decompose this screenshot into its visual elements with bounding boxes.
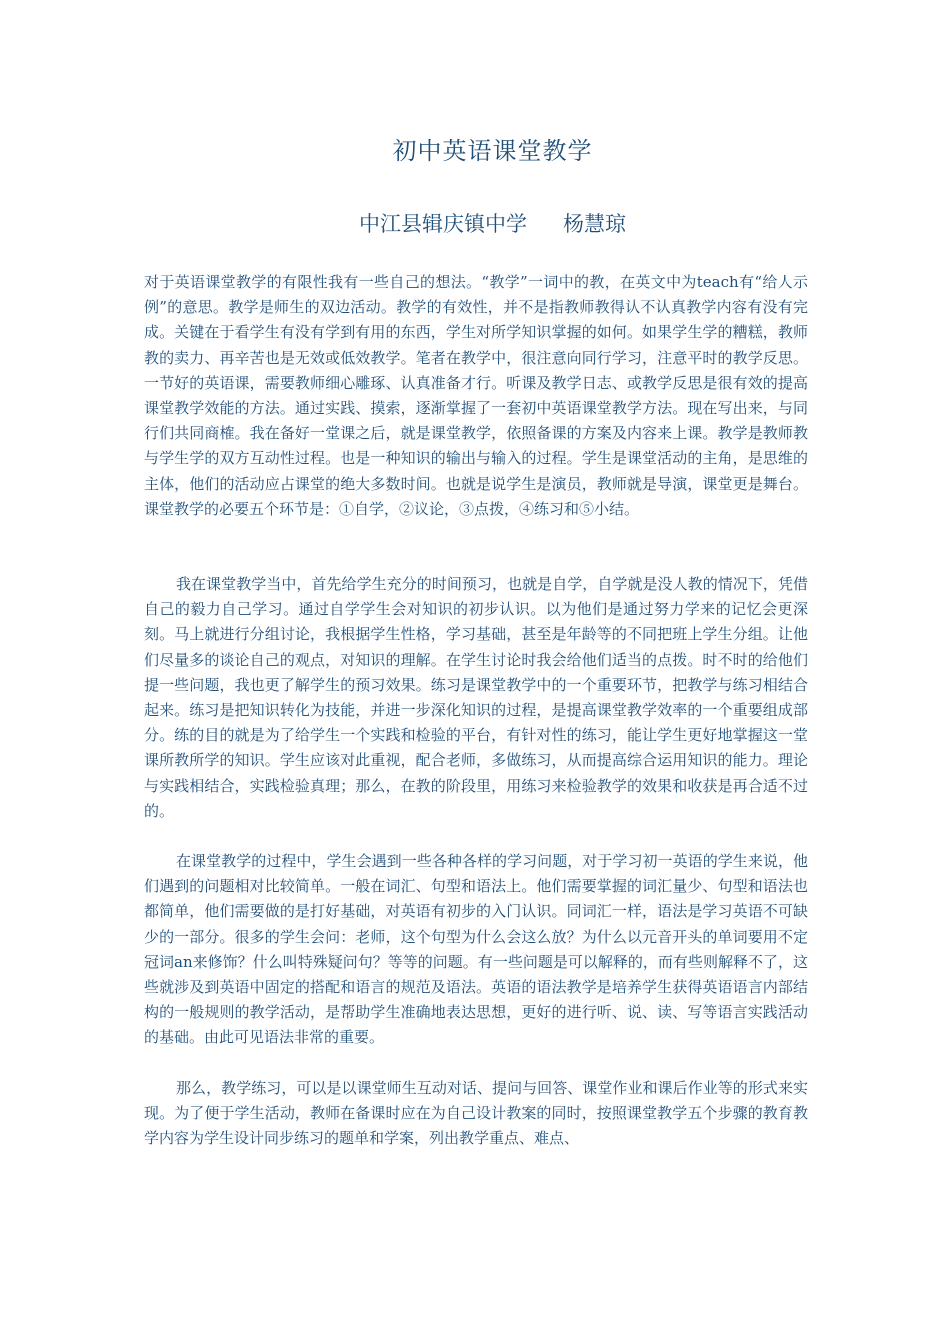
document-title: 初中英语课堂教学	[392, 137, 593, 165]
school-name: 中江县辑庆镇中学	[359, 212, 527, 236]
document-body	[144, 270, 808, 1151]
paragraph-spacer	[144, 1051, 808, 1076]
paragraph-2: 我在课堂教学当中，首先给学生充分的时间预习，也就是自学，自学就是没人教的情况下，凭借自己的毅力自己学习。通过自学学生会对知识的初步认识。以为他们是通过努力学来的记忆会更深刻。马上就进行分组讨论，我根据学生性格，学习基础，甚至是年龄等的不同把班上学生分组。让他们尽量多的谈论自己的观点，对知识的理解。在学生讨论时我会给他们适当的点拨。时不时的给他们提一些问题，我也更了解学生的预习效果。练习是课堂教学中的一个重要环节，把教学与练习相结合起来。练习是把知识转化为技能，并进一步深化知识的过程，是提高课堂教学效率的一个重要组成部分。练的目的就是为了给学生一个实践和检验的平台，有针对性的练习，能让学生更好地掌握这一堂课所教所学的知识。学生应该对此重视，配合老师，多做练习，从而提高综合运用知识的能力。理论与实践相结合，实践检验真理；那么，在教的阶段里，用练习来检验教学的效果和收获是再合适不过的。	[144, 575, 808, 820]
paragraph-3: 在课堂教学的过程中，学生会遇到一些各种各样的学习问题，对于学习初一英语的学生来说，他们遇到的问题相对比较简单。一般在词汇、句型和语法上。他们需要掌握的词汇量少、句型和语法也都简单，他们需要做的是打好基础，对英语有初步的入门认识。同词汇一样，语法是学习英语不可缺少的一部分。很多的学生会问：老师，这个句型为什么会这么放？为什么以元音开头的单词要用不定冠词an来修饰？什么叫特殊疑问句？等等的问题。有一些问题是可以解释的，而有些则解释不了，这些就涉及到英语中固定的搭配和语言的规范及语法。英语的语法教学是培养学生获得英语语言内部结构的一般规则的教学活动，是帮助学生准确地表达思想，更好的进行听、说、读、写等语言实践活动的基础。由此可见语法非常的重要。	[144, 852, 808, 1047]
paragraph-spacer	[144, 522, 808, 572]
paragraph-1: 对于英语课堂教学的有限性我有一些自己的想法。“教学”一词中的教，在英文中为teach有“给人示例”的意思。教学是师生的双边活动。教学的有效性，并不是指教师教得认不认真教学内容有没有完成。关键在于看学生有没有学到有用的东西，学生对所学知识掌握的如何。如果学生学的糟糕，教师教的卖力、再辛苦也是无效或低效教学。笔者在教学中，很注意向同行学习，注意平时的教学反思。一节好的英语课，需要教师细心雕琢、认真准备才行。听课及教学日志、或教学反思是很有效的提高课堂教学效能的方法。通过实践、摸索，逐渐掌握了一套初中英语课堂教学方法。现在写出来，与同行们共同商榷。我在备好一堂课之后，就是课堂教学，依照备课的方案及内容来上课。教学是教师教与学生学的双方互动性过程。也是一种知识的输出与输入的过程。学生是课堂活动的主角，是思维的主体，他们的活动应占课堂的绝大多数时间。也就是说学生是演员，教师就是导演，课堂更是舞台。课堂教学的必要五个环节是：①自学，②议论，③点拨，④练习和⑤小结。	[144, 273, 808, 518]
author-name: 杨慧琼	[563, 212, 626, 236]
paragraph-spacer	[144, 824, 808, 849]
document-subtitle	[0, 209, 950, 239]
paragraph-4: 那么，教学练习，可以是以课堂师生互动对话、提问与回答、课堂作业和课后作业等的形式来实现。为了便于学生活动，教师在备课时应在为自己设计教案的同时，按照课堂教学五个步骤的教育教学内容为学生设计同步练习的题单和学案，列出教学重点、难点、	[144, 1078, 808, 1148]
